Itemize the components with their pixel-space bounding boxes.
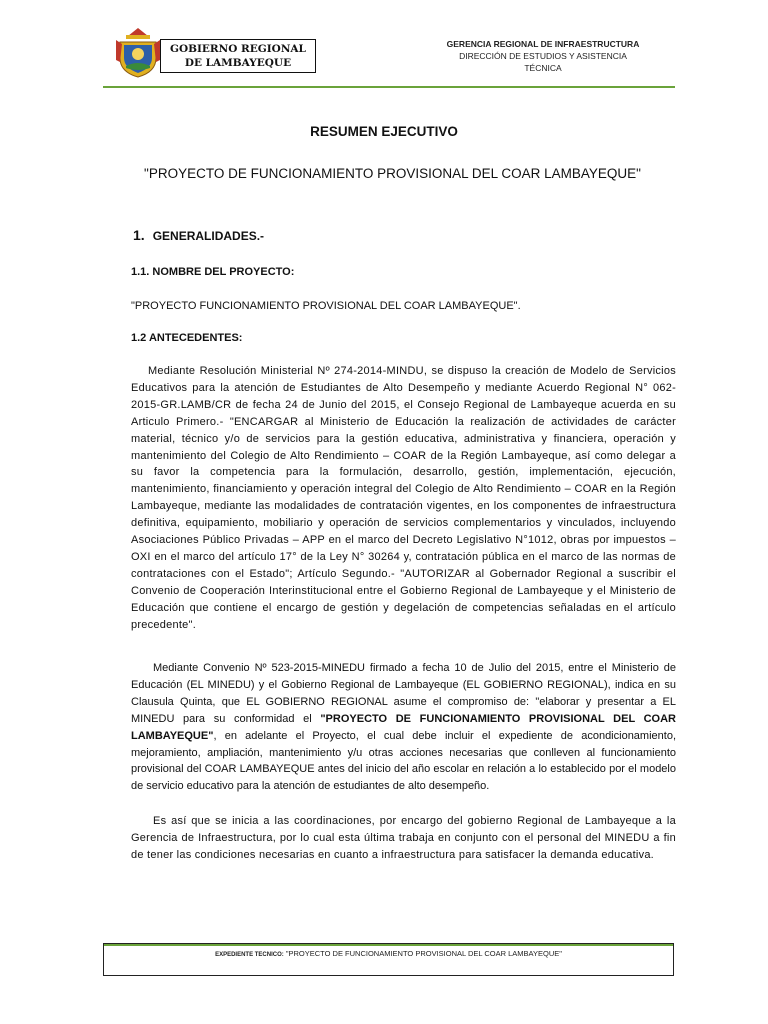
lambayeque-coat-of-arms-icon — [116, 26, 160, 78]
gov-name-line2: DE LAMBAYEQUE — [184, 57, 292, 69]
agency-line1: GERENCIA REGIONAL DE INFRAESTRUCTURA — [446, 39, 640, 49]
footer-label: EXPEDIENTE TECNICO: — [215, 952, 284, 958]
gov-name-line1: GOBIERNO REGIONAL — [170, 43, 306, 55]
section-title: GENERALIDADES.- — [152, 229, 265, 243]
agency-line2: DIRECCIÓN DE ESTUDIOS Y ASISTENCIA — [459, 51, 627, 61]
paragraph-2-project-title: "PROYECTO DE FUNCIONAMIENTO PROVISIONAL DEL COAR LAMBAYEQUE" — [131, 712, 676, 742]
paragraph-background-1: Mediante Resolución Ministerial Nº 274-2014-MINDU, se dispuso la creación de Modelo de Servicios Educativos para la atención de Estudiantes de Alto Desempeño y mediante Acuerdo Regional N° 062-2015-GR.LAMB/CR de fecha 24 de Junio del 2015, el Consejo Regional de Lambayeque acuerda en su Articulo Primero.- "ENCARGAR al Ministerio de Educación la realización de actividades de carácter material, técnico y/o de servicios para la gestión educativa, administrativa y financiera, operación y mantenimiento del Colegio de Alto Rendimiento – COAR de la Región Lambayeque, así como delegar a su favor la competencia para la formulación, desarrollo, gestión, implementación, ejecución, mantenimiento, financiamiento y operación integral del Colegio de Alto Rendimiento – COAR en la Región Lambayeque, mediante las modalidades de contratación vigentes, en los componentes de infraestructura definitiva, equipamiento, mobiliario y operación de servicios complementarios y vinculados, incluyendo Asociaciones Público Privadas – APP en el marco del Decreto Legislativo N°1012, obras por impuestos – OXI en el marco del artículo 17° de la Ley N° 30264 y, contratación pública en el marco de las normas de contrataciones con el Estado"; Artículo Segundo.- "AUTORIZAR al Gobernador Regional a suscribir el Convenio de Cooperación Interinstitucional entre el Gobierno Regional de Lambayeque y el Ministerio de Educación que contiene el encargo de gestión y degelación de competencias señaladas en el artículo precedente". — [131, 365, 676, 631]
footer-project-title: "PROYECTO DE FUNCIONAMIENTO PROVISIONAL DEL COAR LAMBAYEQUE" — [283, 949, 562, 958]
document-title: RESUMEN EJECUTIVO — [310, 124, 458, 139]
footer-box — [103, 943, 674, 976]
section-heading — [133, 227, 264, 243]
footer-divider — [104, 944, 673, 946]
agency-block — [418, 38, 668, 74]
header-divider — [103, 86, 675, 88]
paragraph-2-text-start: Mediante Convenio Nº 523-2015-MINEDU firmado a fecha 10 de Julio del 2015, entre el Ministerio de Educación (EL MINEDU) y el Gobierno Regional de Lambayeque (EL GOBIERNO REGIONAL), indica en su Clausula Quinta, que EL GOBIERNO REGIONAL asume el compromiso de: "elaborar y presentar a EL MINEDU para su conformidad el — [131, 662, 676, 725]
paragraph-background-3: Es así que se inicia a las coordinaciones, por encargo del gobierno Regional de Lambayeque a la Gerencia de Infraestructura, por lo cual esta última trabaja en conjunto con el personal del MINEDU a fin de tener las condiciones necesarias en cuanto a infraestructura para satisfacer la demanda educativa. — [131, 815, 676, 861]
subsection-background-heading: 1.2 ANTECEDENTES: — [131, 332, 243, 344]
paragraph-2-text-end: , en adelante el Proyecto, el cual debe incluir el expediente de acondicionamiento, mejoramiento, ampliación, mantenimiento y/u otras acciones necesarias que conlleven al funcionamiento provisional del COAR LAMBAYEQUE antes del inicio del año escolar en relación a lo establecido por el modelo de servicio educativo para la atención de estudiantes de alto desempeño. — [131, 729, 676, 793]
paragraph-background-2 — [131, 660, 676, 795]
footer-text — [104, 949, 673, 958]
agency-line3: TÉCNICA — [524, 63, 562, 73]
subsection-project-name-heading: 1.1. NOMBRE DEL PROYECTO: — [131, 266, 295, 278]
document-subtitle: "PROYECTO DE FUNCIONAMIENTO PROVISIONAL DEL COAR LAMBAYEQUE" — [144, 166, 641, 181]
government-name-box — [160, 39, 316, 73]
project-name-text: "PROYECTO FUNCIONAMIENTO PROVISIONAL DEL COAR LAMBAYEQUE". — [131, 300, 521, 312]
section-number: 1. — [133, 227, 145, 243]
